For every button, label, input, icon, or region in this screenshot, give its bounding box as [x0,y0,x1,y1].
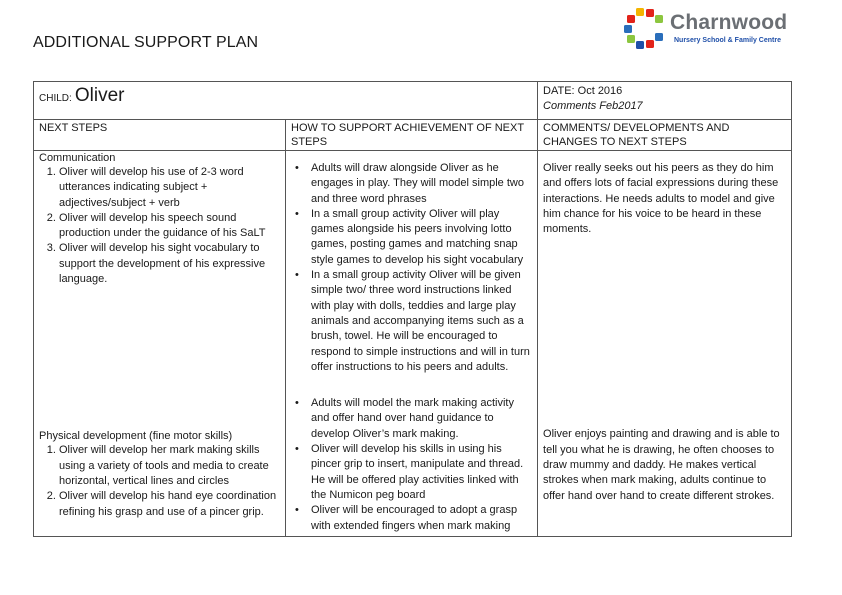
child-name: Oliver [74,85,125,106]
list-item: • In a small group activity Oliver will play games alongside his peers involving lotto games, posting games and matching snap style games to develop his sight vocabulary [311,207,532,268]
communication-comment: Oliver really seeks out his peers as they do him and offers lots of facial expressions during these interactions. He needs adults to model and give him chance for his voice to be heard in these moments. [543,162,779,236]
child-label: CHILD: [39,93,72,104]
logo-subtitle: Nursery School & Family Centre [674,37,781,44]
header-next-steps: NEXT STEPS [34,120,286,151]
child-cell [34,82,538,120]
header-comments: COMMENTS/ DEVELOPMENTS AND CHANGES TO NEXT STEPS [538,120,792,151]
comments-date-line: Comments Feb2017 [543,100,643,112]
list-item: • Oliver will develop his skills in using his pincer grip to insert, manipulate and thread. He will be offered play activities linked with the Numicon peg board [311,442,532,503]
physical-comment: Oliver enjoys painting and drawing and is able to tell you what he is drawing, he often chooses to draw mummy and daddy. He makes vertical strokes when mark making, adults continue to offer hand over hand to create different strokes. [543,428,780,502]
list-item: • Adults will draw alongside Oliver as he engages in play. They will model simple two and three word phrases [311,161,532,207]
list-item: 1. Oliver will develop her mark making skills using a variety of tools and media to create horizontal, vertical lines and circles [59,443,280,489]
communication-support-list [291,161,532,375]
communication-steps-list [39,165,280,287]
physical-support-list [291,396,532,534]
list-item: 1. Oliver will develop his use of 2-3 word utterances indicating subject + adjectives/subject + verb [59,165,280,211]
support-plan-table [33,81,792,537]
physical-steps-list [39,443,280,519]
list-item: 2. Oliver will develop his hand eye coordination refining his grasp and use of a pincer grip. [59,489,280,520]
list-item: 3. Oliver will develop his sight vocabulary to support the development of his expressive language. [59,241,280,287]
charnwood-logo [622,6,794,52]
date-cell [538,82,792,120]
section-heading: Communication [39,152,116,164]
section-heading: Physical development (fine motor skills) [39,430,233,443]
charnwood-emblem-icon [622,6,668,52]
next-steps-column [34,151,286,537]
comments-column [538,151,792,537]
list-item: 2. Oliver will develop his speech sound production under the guidance of his SaLT [59,211,280,242]
support-column [286,151,538,537]
header-how-to-support: HOW TO SUPPORT ACHIEVEMENT OF NEXT STEPS [286,120,538,151]
date-line: DATE: Oct 2016 [543,85,623,97]
logo-name: Charnwood [670,11,788,34]
list-item: • Oliver will be encouraged to adopt a grasp with extended fingers when mark making [311,503,532,534]
page-title: ADDITIONAL SUPPORT PLAN [33,34,259,51]
list-item: • Adults will model the mark making activity and offer hand over hand guidance to develop Oliver’s mark making. [311,396,532,442]
list-item: • In a small group activity Oliver will be given simple two/ three word instructions linked with play with dolls, teddies and large play animals and accompanying items such as a brush, towel. He will be encouraged to respond to simple instructions and will in turn offer instructions to his peers and adults. [311,268,532,375]
